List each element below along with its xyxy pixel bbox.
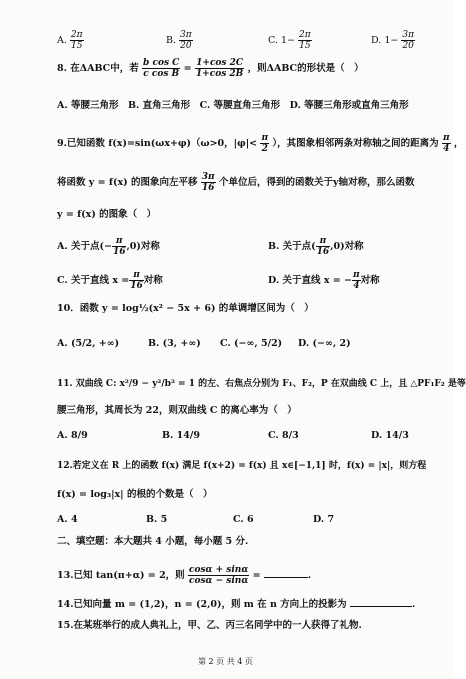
q9-line2: 将函数 y = f(x) 的图象向左平移 $\frac{3\pi}{16}$ 个单位后，得到的函数关于y轴对称，那么函数 [57, 172, 415, 193]
q11-option-c: C. 8/3 [268, 430, 299, 441]
q7-option-a: A. $\frac{2\pi}{15}$ [57, 30, 83, 51]
q9-line1: 9.已知函数 f(x)=sin(ωx+φ)（ω>0，|φ|< $\frac{\pi}{2}$ ），其图象相邻两条对称轴之间的距离为 $\frac{\pi}{4}$ ， [57, 133, 464, 154]
q12-line2: f(x) = log₃|x| 的根的个数是（ ） [57, 489, 213, 500]
q13-answer-blank [264, 568, 308, 578]
q7-option-b: B. $\frac{3\pi}{20}$ [166, 30, 192, 51]
q13-stem: 13.已知 tan(π+α) = 2，则 $\frac{\cos\alpha + \sin\alpha}{\cos\alpha - \sin\alpha}$ = . [57, 565, 312, 586]
section-fill-in-heading: 二、填空题：本大题共 4 小题，每小题 5 分. [57, 536, 249, 547]
q9-option-a: A. 关于点(− $\frac{\pi}{16}$ ,0)对称 [57, 236, 160, 257]
q12-line1: 12.若定义在 R 上的函数 f(x) 满足 f(x+2) = f(x) 且 x∈[−1,1] 时，f(x) = |x|，则方程 [57, 461, 427, 471]
q14-stem: 14.已知向量 m = (1,2)，n = (2,0)，则 m 在 n 方向上的投影为 . [57, 599, 416, 610]
q10-option-c: C. (−∞, 5/2) [220, 338, 283, 349]
q11-option-d: D. 14/3 [371, 430, 409, 441]
q9-option-c: C. 关于直线 x = $\frac{\pi}{16}$ 对称 [57, 270, 163, 291]
q7-option-c: C. 1− $\frac{2\pi}{15}$ [268, 30, 311, 51]
q8-options: A. 等腰三角形 B. 直角三角形 C. 等腰直角三角形 D. 等腰三角形或直角三角形 [57, 100, 409, 111]
q7-option-d: D. 1− $\frac{3\pi}{20}$ [371, 30, 415, 51]
q8-stem: 8. 在ΔABC中，若 $\frac{\text{b cos C}}{\text{c cos B}}$ = $\frac{1+\cos 2C}{1+\cos 2B}$ ，则ΔABC的形状是（ ） [57, 58, 364, 79]
q15-stem: 15.在某班举行的成人典礼上，甲、乙、丙三名同学中的一人获得了礼物. [57, 620, 362, 631]
q10-option-d: D. (−∞, 2) [298, 338, 351, 349]
q9-line3: y = f(x) 的图象（ ） [57, 209, 157, 220]
q11-line2: 腰三角形，其周长为 22，则双曲线 C 的离心率为（ ） [57, 405, 297, 416]
q9-option-d: D. 关于直线 x = − $\frac{\pi}{4}$ 对称 [268, 270, 380, 291]
q12-option-a: A. 4 [57, 514, 78, 525]
q10-stem: 10．函数 y = log½(x² − 5x + 6) 的单调增区间为（ ） [57, 303, 314, 314]
q11-option-b: B. 14/9 [162, 430, 200, 441]
q12-option-c: C. 6 [233, 514, 254, 525]
q12-option-d: D. 7 [313, 514, 335, 525]
q10-option-b: B. (3, +∞) [148, 338, 201, 349]
q11-option-a: A. 8/9 [57, 430, 88, 441]
q14-answer-blank [350, 597, 412, 607]
page-footer: 第 2 页 共 4 页 [198, 657, 253, 666]
q9-option-b: B. 关于点( $\frac{\pi}{16}$ ,0)对称 [268, 236, 364, 257]
q12-option-b: B. 5 [146, 514, 168, 525]
q11-line1: 11. 双曲线 C: x²/9 − y²/b² = 1 的左、右焦点分别为 F₁、F₂，P 在双曲线 C 上，且 △PF₁F₂ 是等 [57, 379, 466, 389]
q10-option-a: A. (5/2, +∞) [57, 338, 120, 349]
